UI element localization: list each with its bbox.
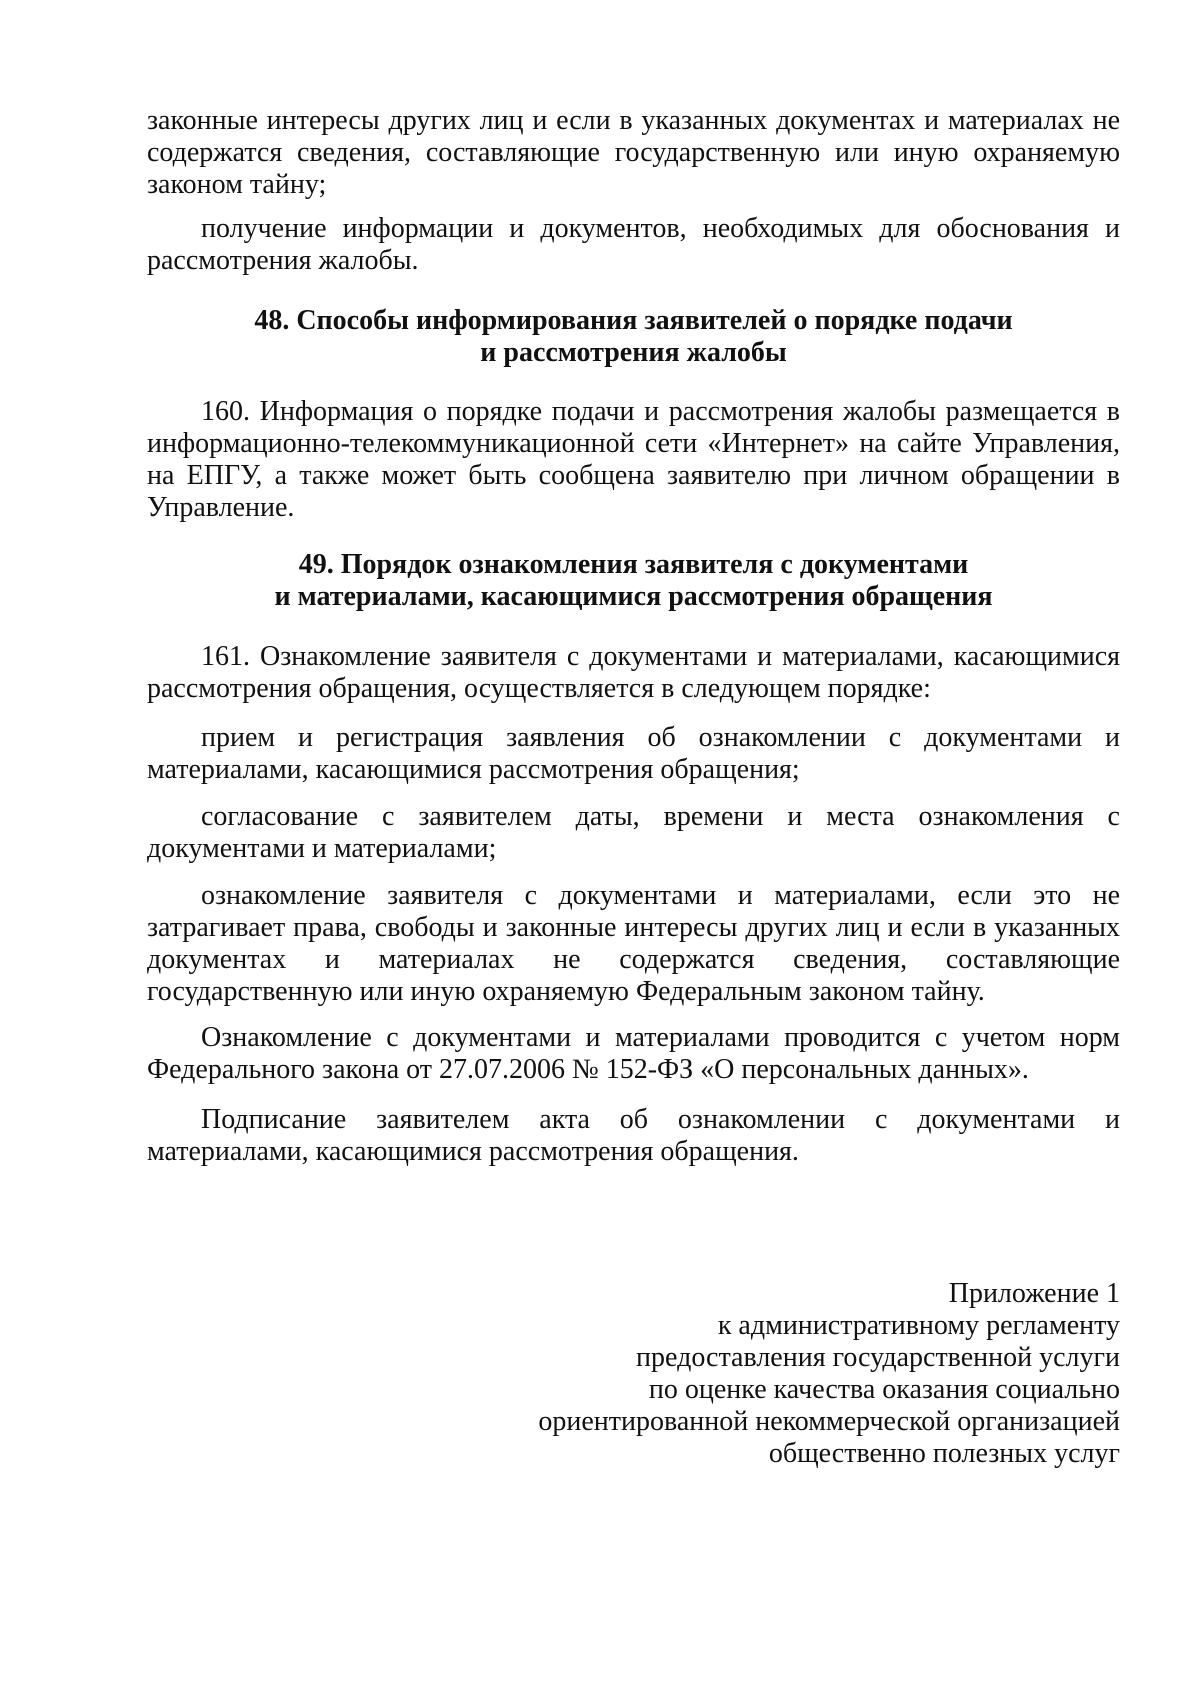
paragraph-reception: прием и регистрация заявления об ознакомлении с документами и материалами, касающимися рассмотрения обращения; (147, 722, 1120, 785)
paragraph-continuation: законные интересы других лиц и если в указанных документах и материалах не содержатся сведения, составляющие государственную или иную охраняемую законом тайну; (147, 105, 1120, 200)
appendix-note (538, 1278, 1120, 1470)
paragraph-160: 160. Информация о порядке подачи и рассмотрения жалобы размещается в информационно-телекоммуникационной сети «Интернет» на сайте Управления, на ЕПГУ, а также может быть сообщена заявителю при личном обращении в Управление. (147, 396, 1120, 523)
paragraph-law: Ознакомление с документами и материалами проводится с учетом норм Федерального закона от 27.07.2006 № 152-ФЗ «О персональных данных». (147, 1022, 1120, 1085)
appendix-line-6: общественно полезных услуг (768, 1438, 1120, 1469)
paragraph-161: 161. Ознакомление заявителя с документами и материалами, касающимися рассмотрения обращения, осуществляется в следующем порядке: (147, 641, 1120, 704)
paragraph-familiarization: ознакомление заявителя с документами и материалами, если это не затрагивает права, свободы и законные интересы других лиц и если в указанных документах и материалах не содержатся сведения, составляющие государственную или иную охраняемую Федеральным законом тайну. (147, 880, 1120, 1007)
appendix-line-3: предоставления государственной услуги (636, 1342, 1120, 1373)
paragraph-agreement: согласование с заявителем даты, времени и места ознакомления с документами и материалами; (147, 801, 1120, 864)
appendix-line-1: Приложение 1 (948, 1278, 1120, 1309)
appendix-line-2: к административному регламенту (717, 1310, 1120, 1341)
paragraph-signing: Подписание заявителем акта об ознакомлении с документами и материалами, касающимися рассмотрения обращения. (147, 1104, 1120, 1167)
paragraph-info-receipt: получение информации и документов, необходимых для обоснования и рассмотрения жалобы. (147, 213, 1120, 276)
section-heading-48-line2: и рассмотрения жалобы (480, 337, 787, 368)
appendix-line-4: по оценке качества оказания социально (648, 1374, 1120, 1405)
section-heading-49-line1: 49. Порядок ознакомления заявителя с документами (298, 549, 969, 580)
appendix-line-5: ориентированной некоммерческой организацией (538, 1406, 1120, 1437)
section-heading-49-line2: и материалами, касающимися рассмотрения обращения (274, 581, 993, 612)
section-heading-49 (147, 549, 1120, 613)
section-heading-48-line1: 48. Способы информирования заявителей о порядке подачи (254, 305, 1013, 336)
section-heading-48 (147, 305, 1120, 369)
